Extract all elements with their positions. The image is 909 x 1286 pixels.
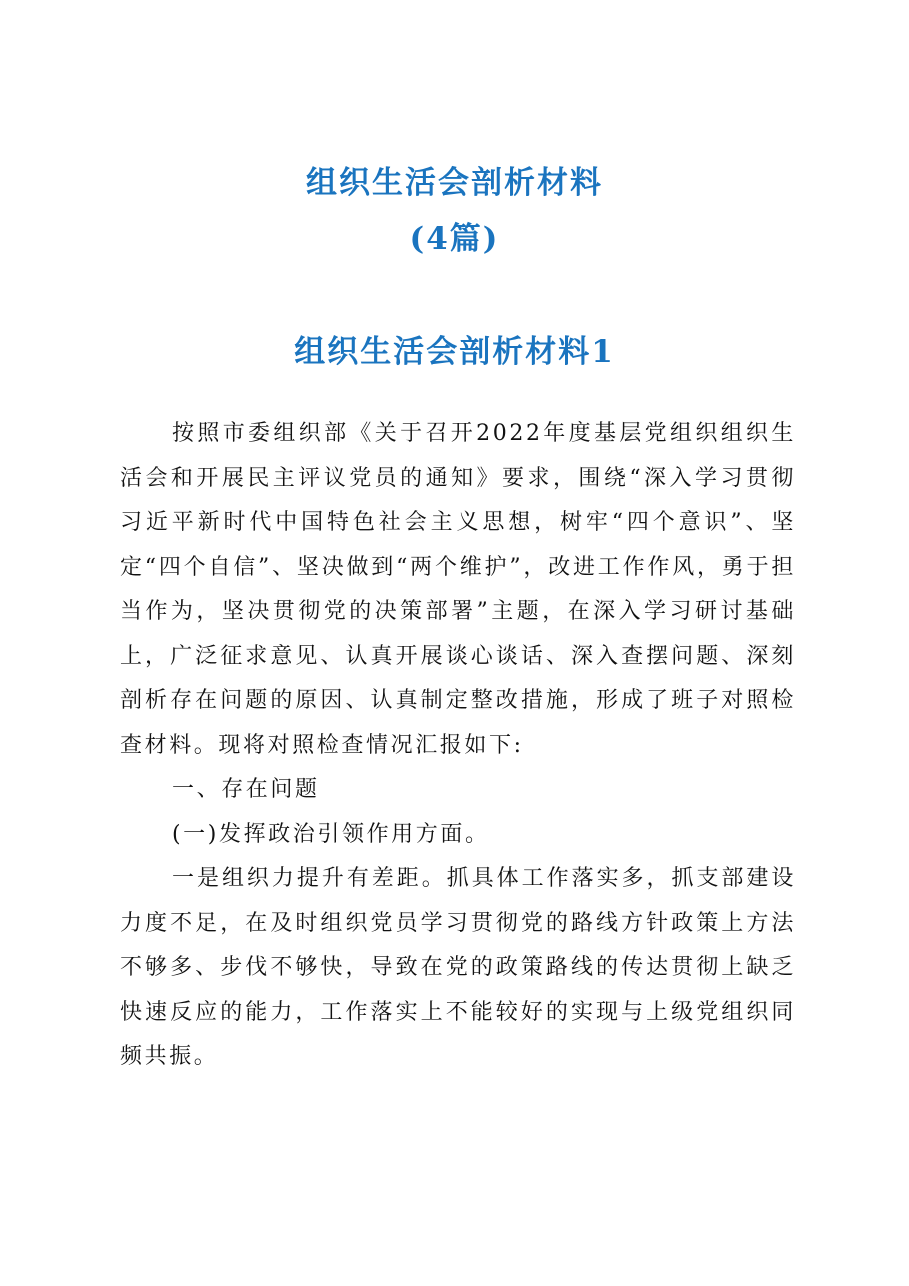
document-body bbox=[120, 412, 796, 1080]
section-heading: 一、存在问题 bbox=[172, 777, 320, 802]
document-count: (4篇) bbox=[409, 221, 500, 257]
document-title: 组织生活会剖析材料 bbox=[306, 165, 603, 201]
subsection-heading: (一)发挥政治引领作用方面。 bbox=[172, 821, 490, 847]
intro-paragraph: 按照市委组织部《关于召开2022年度基层党组织组织生活会和开展民主评议党员的通知》要求，围绕“深入学习贯彻习近平新时代中国特色社会主义思想，树牢“四个意识”、坚定“四个自信”、坚决做到“两个维护”，改进工作作风，勇于担当作为，坚决贯彻党的决策部署”主题，在深入学习研讨基础上，广泛征求意见、认真开展谈心谈话、深入查摆问题、深刻剖析存在问题的原因、认真制定整改措施，形成了班子对照检查材料。现将对照检查情况汇报如下: bbox=[120, 421, 796, 758]
document-subtitle: 组织生活会剖析材料1 bbox=[294, 334, 615, 370]
point-paragraph: 一是组织力提升有差距。抓具体工作落实多，抓支部建设力度不足，在及时组织党员学习贯彻党的路线方针政策上方法不够多、步伐不够快，导致在党的政策路线的传达贯彻上缺乏快速反应的能力，工作落实上不能较好的实现与上级党组织同频共振。 bbox=[120, 866, 796, 1069]
